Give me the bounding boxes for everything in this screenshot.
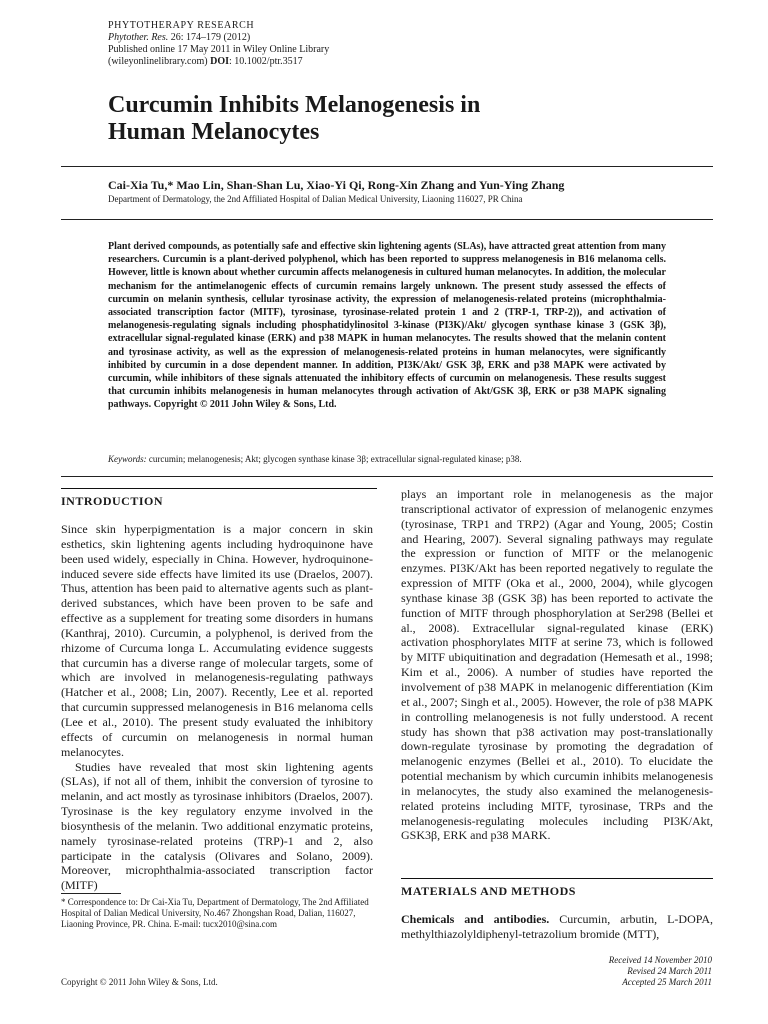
affiliation-rule	[61, 219, 713, 220]
right-column	[401, 487, 713, 843]
introduction-heading: INTRODUCTION	[61, 494, 164, 508]
revised-date: Revised 24 March 2011	[627, 966, 712, 976]
introduction-paragraph-1: Since skin hyperpigmentation is a major concern in skin esthetics, skin lightening agents including hydroquinone have been used widely, especially in China. However, hydroquinone-induced severe side effects have limited its use (Draelos, 2007). Thus, attention has been paid to alternative agents such as plant-derived substances, which have been proven to be safe and effective as a supplement for treating some disorders in humans (Kanthraj, 2010). Curcumin, a polyphenol, is derived from the rhizome of Curcuma longa L. Accumulating evidence suggests that curcumin has a diverse range of molecular targets, some of which are involved in melanogenesis-regulating pathways (Hatcher et al., 2008; Lin, 2007). Recently, Lee et al. reported that curcumin suppressed melanogenesis in B16 melanoma cells (Lee et al., 2010). The present study evaluated the inhibitory effects of curcumin on melanogenesis in normal human melanocytes.	[61, 522, 373, 759]
doi-label: DOI	[210, 56, 230, 67]
article-title	[108, 92, 668, 146]
received-date: Received 14 November 2010	[608, 955, 712, 965]
keywords	[108, 454, 666, 465]
introduction-paragraph-2: Studies have revealed that most skin lightening agents (SLAs), if not all of them, inhibit the conversion of tyrosine to melanin, and act mostly as tyrosinase inhibitors (Draelos, 2007). Tyrosinase is the key regulatory enzyme involved in the biosynthesis of the melanin. Two additional enzymatic proteins, namely tyrosinase-related proteins (TRP)-1 and 2, also participate in the catalysis (Olivares and Solano, 2009). Moreover, microphthalmia-associated transcription factor (MITF)	[61, 759, 373, 893]
methods-text: Curcumin, arbutin, L-DOPA, methylthiazolyldiphenyl-tetrazolium bromide (MTT),	[401, 912, 713, 941]
methods-heading-rule	[401, 878, 713, 879]
left-column	[61, 522, 373, 893]
keywords-label: Keywords:	[108, 454, 147, 464]
manuscript-dates	[512, 955, 712, 988]
publication-note: Published online 17 May 2011 in Wiley Online Library	[108, 44, 330, 55]
journal-abbrev: Phytother. Res.	[108, 32, 169, 43]
journal-volume-pages: 26: 174–179 (2012)	[168, 32, 251, 43]
correspondence-footnote: * Correspondence to: Dr Cai-Xia Tu, Department of Dermatology, The 2nd Affiliated Hospital of Dalian Medical University, No.467 Zhongshan Road, Dalian, 116027, Liaoning Province, PR. China. E-mail: tucx2010@sina.com	[61, 897, 369, 929]
author-list: Cai-Xia Tu,* Mao Lin, Shan-Shan Lu, Xiao-Yi Qi, Rong-Xin Zhang and Yun-Ying Zhang	[108, 178, 565, 192]
copyright-footer: Copyright © 2011 John Wiley & Sons, Ltd.	[61, 977, 218, 987]
journal-citation	[108, 32, 708, 44]
doi-value: : 10.1002/ptr.3517	[229, 56, 303, 67]
article-title-line-1: Curcumin Inhibits Melanogenesis in	[108, 92, 481, 118]
accepted-date: Accepted 25 March 2011	[622, 977, 712, 987]
title-rule	[61, 166, 713, 167]
introduction-paragraph-3: plays an important role in melanogenesis as the major transcriptional activator of expression of melanogenic enzymes (tyrosinase, TRP1 and TRP2) (Agar and Young, 2005; Costin and Hearing, 2007). Several signaling pathways may regulate the expression or function of MITF or the melanogenic enzymes. PI3K/Akt has been reported negatively to regulate the expression of MITF (Oka et al., 2000, 2004), while glycogen synthase kinase 3β (GSK 3β) has been reported to activate the function of MITF through phosphorylation at Ser298 (Bellei et al., 2008). Extracellular signal-regulated kinase (ERK) activation phosphorylates MITF at serine 73, which is followed by MITF ubiquitination and degradation (Hemesath et al., 1998; Kim et al., 2006). A number of studies have reported the involvement of p38 MAPK in melanogenic differentiation (Kim et al., 2007; Singh et al., 2005). However, the role of p38 MAPK in controlling melanogenesis is not fully understood. A recent study has shown that p38 activation may post-translationally down-regulate tyrosinase by promoting the degradation of melanogenic enzymes (Bellei et al., 2010). To elucidate the potential mechanism by which curcumin inhibits melanogenesis in melanocytes, the study also examined the melanogenesis-related proteins including MITF, tyrosinase, TRPs and the melanogenesis-regulating molecules including PI3K/Akt, GSK3β, ERK and p38 MARK.	[401, 487, 713, 843]
methods-heading: MATERIALS AND METHODS	[401, 884, 576, 898]
methods-subheading: Chemicals and antibodies.	[401, 912, 550, 926]
methods-paragraph	[401, 912, 713, 942]
abstract-rule	[61, 476, 713, 477]
doi-line	[108, 56, 708, 68]
journal-header	[108, 20, 708, 68]
author-affiliation: Department of Dermatology, the 2nd Affiliated Hospital of Dalian Medical University, Liaoning 116027, PR China	[108, 194, 523, 204]
abstract: Plant derived compounds, as potentially safe and effective skin lightening agents (SLAs), have attracted great attention from many researchers. Curcumin is a plant-derived polyphenol, which has been reported to suppress melanogenesis in B16 melanoma cells. However, little is known about whether curcumin affects melanogenesis in cultured human melanocytes. In addition, the molecular mechanism for the antimelanogenic effects of curcumin remains largely unknown. The present study assessed the effects of curcumin on melanin synthesis, cellular tyrosinase activity, the expression of melanogenesis-related proteins (microphthalmia-associated transcription factor (MITF), tyrosinase, tyrosinase-related protein 1 and 2 (TRP-1, TRP-2)), and activation of melanogenesis-regulating signals including phosphatidylinositol 3-kinase (PI3K)/Akt/ glycogen synthase kinase 3 (GSK 3β), extracellular signal-regulated kinase (ERK) and p38 MAPK in human melanocytes. The results showed that the melanin content and tyrosinase activity, as well as the expression of melanogenesis-related proteins in human melanocytes, were significantly inhibited by curcumin in a dose dependent manner. In addition, PI3K/Akt/ GSK 3β, ERK and p38 MAPK were activated by curcumin, while inhibitors of these signals attenuated the inhibitory effects of curcumin on melanogenesis. These results suggest that curcumin inhibits melanogenesis in human melanocytes through activation of Akt/GSK 3β, ERK or p38 MAPK signaling pathways. Copyright © 2011 John Wiley & Sons, Ltd.	[108, 241, 666, 411]
footnote-rule	[61, 893, 121, 894]
journal-name: PHYTOTHERAPY RESEARCH	[108, 20, 255, 31]
introduction-heading-rule	[61, 488, 377, 489]
article-title-line-2: Human Melanocytes	[108, 119, 320, 145]
doi-prefix: (wileyonlinelibrary.com)	[108, 56, 211, 67]
keywords-text: curcumin; melanogenesis; Akt; glycogen synthase kinase 3β; extracellular signal-regulated kinase; p38.	[146, 454, 522, 464]
